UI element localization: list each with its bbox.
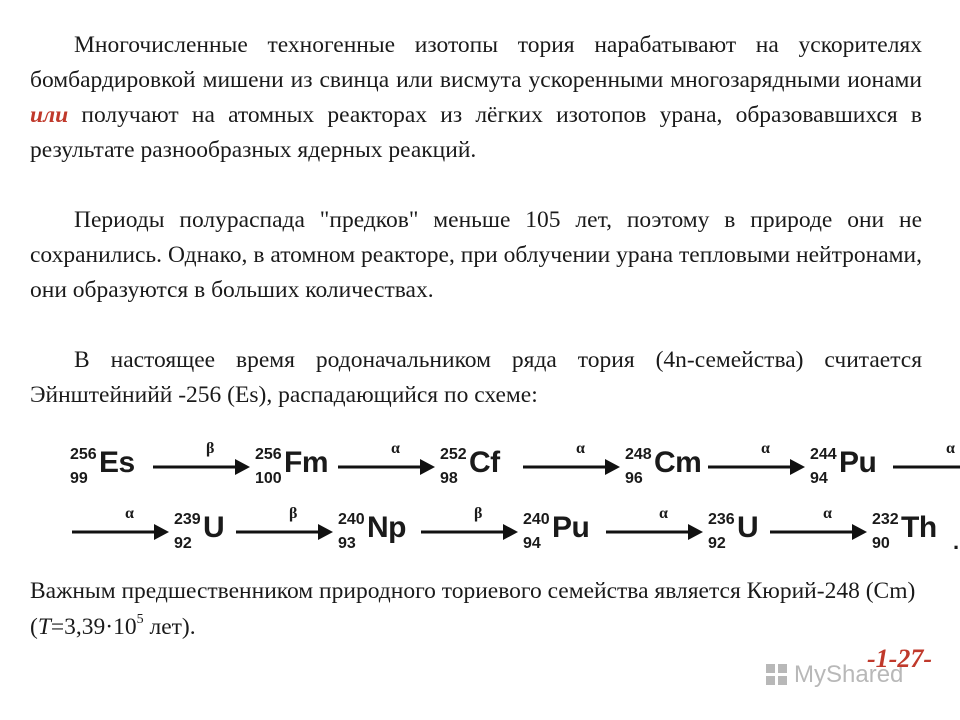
decay-label: α <box>576 440 585 457</box>
nuclide-u-239 <box>174 505 228 565</box>
arrow-icon <box>151 454 251 476</box>
mass-number: 239 <box>174 511 201 528</box>
paragraph-3 <box>30 343 922 413</box>
mass-number: 232 <box>872 511 899 528</box>
element-symbol: Cf <box>469 446 500 479</box>
element-symbol: Pu <box>839 446 877 479</box>
alpha-decay-arrow <box>604 505 704 565</box>
decay-label: α <box>823 505 832 522</box>
note-exponent: 5 <box>136 612 144 628</box>
paragraph-1-text-a: Многочисленные техногенные изотопы тория нарабатывают на ускорителях бомбардировкой мишени из свинца или висмута ускоренными многозарядными ионами <box>30 32 922 93</box>
decay-chain-row-1 <box>70 440 955 500</box>
decay-label: α <box>946 440 955 457</box>
arrow-icon <box>604 519 704 541</box>
emphasis-or: или <box>30 102 69 128</box>
atomic-number: 100 <box>255 470 282 487</box>
mass-number: 244 <box>810 446 837 463</box>
arrow-icon <box>234 519 334 541</box>
alpha-decay-arrow <box>521 440 621 500</box>
alpha-decay-arrow <box>336 440 436 500</box>
nuclide-cm-248 <box>625 440 700 500</box>
decay-label: β <box>474 505 483 522</box>
element-symbol: Pu <box>552 511 590 544</box>
alpha-decay-arrow <box>70 505 170 565</box>
element-symbol: U <box>203 511 225 544</box>
decay-chain-row-2 <box>70 505 960 565</box>
beta-decay-arrow <box>151 440 251 500</box>
beta-decay-arrow <box>419 505 519 565</box>
element-symbol: Cm <box>654 446 702 479</box>
mass-number: 248 <box>625 446 652 463</box>
note-text-b: лет). <box>143 614 196 640</box>
watermark-text: MyShared <box>794 661 904 688</box>
nuclide-th-232 <box>872 505 947 565</box>
nuclide-cf-252 <box>440 440 515 500</box>
mass-number: 252 <box>440 446 467 463</box>
nuclide-u-236 <box>708 505 762 565</box>
atomic-number: 96 <box>625 470 643 487</box>
nuclide-np-240 <box>338 505 413 565</box>
arrow-icon <box>891 454 960 476</box>
watermark-logo-icon <box>766 664 788 686</box>
element-symbol: U <box>737 511 759 544</box>
alpha-decay-arrow <box>706 440 806 500</box>
atomic-number: 93 <box>338 535 356 552</box>
nuclide-pu-240 <box>523 505 598 565</box>
arrow-icon <box>768 519 868 541</box>
atomic-number: 90 <box>872 535 890 552</box>
nuclide-pu-244 <box>810 440 885 500</box>
atomic-number: 99 <box>70 470 88 487</box>
atomic-number: 92 <box>708 535 726 552</box>
mass-number: 236 <box>708 511 735 528</box>
atomic-number: 94 <box>810 470 828 487</box>
page-number: -1-27- <box>867 644 932 673</box>
note-text-a: Важным предшественником природного ториевого семейства является Кюрий-248 (Cm) ( <box>30 578 916 640</box>
note-equation: =3,39·10 <box>50 614 137 640</box>
paragraph-3-text: В настоящее время родоначальником ряда тория (4n-семейства) считается Эйнштейнийй -256 (Es), распадающийся по схеме: <box>30 347 922 408</box>
element-symbol: Th <box>901 511 937 544</box>
atomic-number: 92 <box>174 535 192 552</box>
mass-number: 240 <box>523 511 550 528</box>
mass-number: 256 <box>70 446 97 463</box>
mass-number: 256 <box>255 446 282 463</box>
nuclide-fm-256 <box>255 440 330 500</box>
decay-label: α <box>391 440 400 457</box>
element-symbol: Np <box>367 511 406 544</box>
atomic-number: 98 <box>440 470 458 487</box>
alpha-decay-arrow <box>891 440 960 500</box>
paragraph-2 <box>30 203 922 308</box>
chain-end-mark: . <box>953 529 960 554</box>
atomic-number: 94 <box>523 535 541 552</box>
arrow-icon <box>70 519 170 541</box>
arrow-icon <box>336 454 436 476</box>
paragraph-2-text: Периоды полураспада "предков" меньше 105 лет, поэтому в природе они не сохранились. Однако, в атомном реакторе, при облучении урана тепловыми нейтронами, они образуются в больших количествах. <box>30 207 922 303</box>
note-curium <box>30 573 930 645</box>
element-symbol: Es <box>99 446 135 479</box>
decay-label: β <box>206 440 215 457</box>
nuclide-es-256 <box>70 440 145 500</box>
element-symbol: Fm <box>284 446 328 479</box>
paragraph-1-text-b: получают на атомных реакторах из лёгких изотопов урана, образовавшихся в результате разнообразных ядерных реакций. <box>30 102 922 163</box>
decay-label: α <box>125 505 134 522</box>
decay-label: α <box>761 440 770 457</box>
paragraph-1 <box>30 28 922 168</box>
arrow-icon <box>419 519 519 541</box>
note-T-symbol: T <box>37 614 51 640</box>
arrow-icon <box>706 454 806 476</box>
decay-label: β <box>289 505 298 522</box>
mass-number: 240 <box>338 511 365 528</box>
arrow-icon <box>521 454 621 476</box>
alpha-decay-arrow <box>768 505 868 565</box>
decay-label: α <box>659 505 668 522</box>
beta-decay-arrow <box>234 505 334 565</box>
